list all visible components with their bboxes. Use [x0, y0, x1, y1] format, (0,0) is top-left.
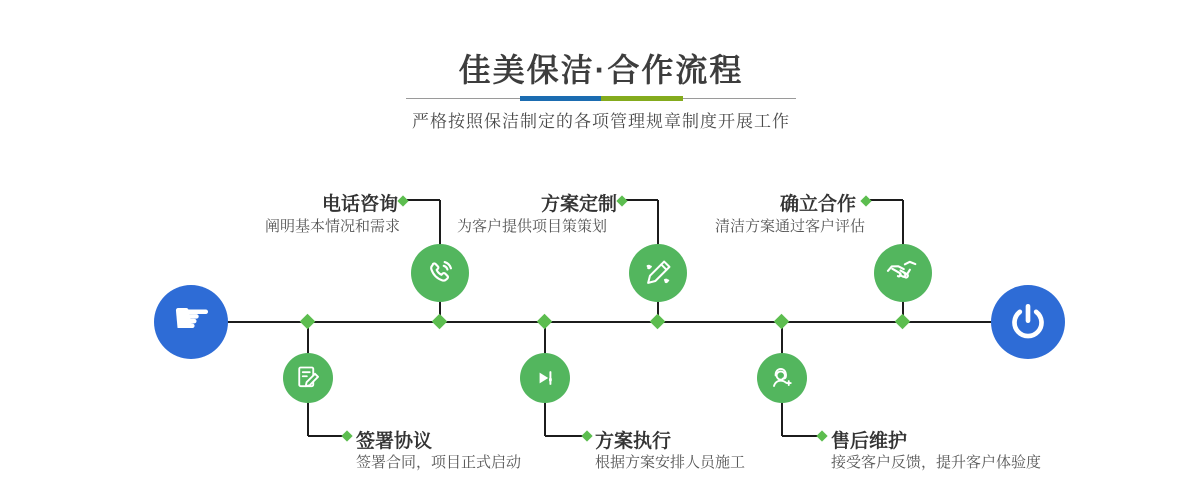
step-circle-aftersales	[757, 353, 807, 403]
pencil-edit-icon	[642, 257, 674, 289]
customer-service-plus-icon	[767, 363, 797, 393]
label-diamond	[616, 195, 627, 206]
power-icon	[1008, 302, 1048, 342]
step-desc: 清洁方案通过客户评估	[714, 218, 865, 235]
step-desc: 为客户提供项目策策划	[456, 218, 607, 235]
connector-line	[308, 435, 344, 437]
title-divider	[406, 96, 796, 101]
connector-line	[626, 199, 658, 201]
connector-line	[545, 435, 584, 437]
signed-document-icon	[294, 364, 322, 392]
step-title: 售后维护	[831, 431, 908, 452]
connector-line	[870, 199, 903, 201]
divider-blue-segment	[520, 96, 601, 101]
page-title: 佳美保洁·合作流程	[458, 52, 744, 88]
timeline-node-diamond	[895, 314, 911, 330]
end-node	[991, 285, 1065, 359]
pointing-hand-icon: ☛	[172, 293, 212, 344]
label-diamond	[816, 430, 827, 441]
label-diamond	[860, 195, 871, 206]
step-circle-cooperate	[874, 244, 932, 302]
connector-line	[407, 199, 440, 201]
label-diamond	[581, 430, 592, 441]
handshake-icon	[885, 255, 921, 291]
step-circle-execute	[520, 353, 570, 403]
play-execute-icon	[532, 365, 558, 391]
step-desc: 接受客户反馈，提升客户体验度	[831, 454, 1042, 471]
step-circle-phone	[411, 244, 469, 302]
divider-green-segment	[601, 96, 683, 101]
timeline-node-diamond	[537, 314, 553, 330]
phone-volume-icon	[424, 257, 456, 289]
connector-line	[782, 435, 819, 437]
step-title: 方案执行	[595, 431, 672, 452]
step-title: 电话咨询	[321, 194, 398, 215]
step-title: 方案定制	[540, 194, 617, 215]
step-desc: 根据方案安排人员施工	[595, 454, 746, 471]
timeline-node-diamond	[300, 314, 316, 330]
step-title: 签署协议	[356, 431, 433, 452]
step-circle-sign	[283, 353, 333, 403]
label-diamond	[341, 430, 352, 441]
timeline-node-diamond	[432, 314, 448, 330]
page-subtitle: 严格按照保洁制定的各项管理规章制度开展工作	[412, 112, 790, 131]
timeline-node-diamond	[774, 314, 790, 330]
step-desc: 签署合同，项目正式启动	[356, 454, 522, 471]
step-desc: 阐明基本情况和需求	[264, 218, 400, 235]
start-node	[154, 285, 228, 359]
step-title: 确立合作	[779, 194, 856, 215]
timeline-node-diamond	[650, 314, 666, 330]
step-circle-plan	[629, 244, 687, 302]
label-diamond	[397, 195, 408, 206]
